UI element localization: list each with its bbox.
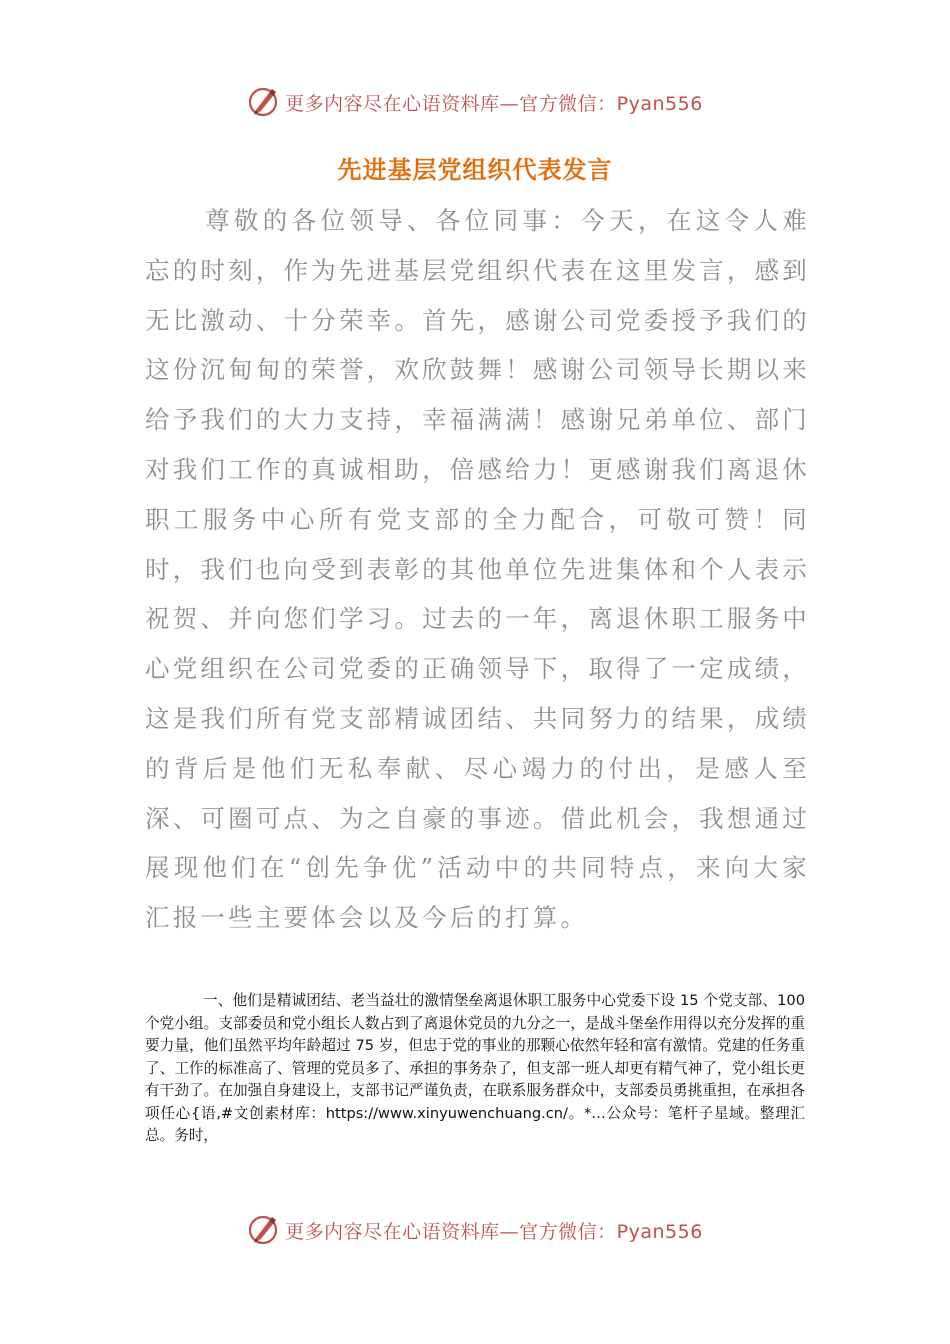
section-1-paragraph: 一、他们是精诚团结、老当益壮的激情堡垒离退休职工服务中心党委下设 15 个党支部、100 个党小组。支部委员和党小组长人数占到了离退休党员的九分之一，是战斗堡垒作用得以充分发挥的重要力量，他们虽然平均年龄超过 75 岁，但忠于党的事业的那颗心依然年轻和富有激情。党建的任务重了、工作的标准高了、管理的党员多了、承担的事务杂了，但支部一班人却更有精气神了，党小组长更有干劲了。在加强自身建设上，支部书记严谨负责，在联系服务群众中，支部委员勇挑重担，在承担各项任心{语,#文创素材库：https://www.xinyuwenchuang.cn/。*…公众号：笔杆子星域。整理汇总。务时， [145,992,805,1144]
footer-banner [0,1210,950,1250]
intro-paragraph: 尊敬的各位领导、各位同事：今天，在这令人难忘的时刻，作为先进基层党组织代表在这里发言，感到无比激动、十分荣幸。首先，感谢公司党委授予我们的这份沉甸甸的荣誉，欢欣鼓舞！感谢公司领导长期以来给予我们的大力支持，幸福满满！感谢兄弟单位、部门对我们工作的真诚相助，倍感给力！更感谢我们离退休职工服务中心所有党支部的全力配合，可敬可赞！同时，我们也向受到表彰的其他单位先进集体和个人表示祝贺、并向您们学习。过去的一年，离退休职工服务中心党组织在公司党委的正确领导下，取得了一定成绩，这是我们所有党支部精诚团结、共同努力的结果，成绩的背后是他们无私奉献、尽心竭力的付出，是感人至深、可圈可点、为之自豪的事迹。借此机会，我想通过展现他们在“创先争优”活动中的共同特点，来向大家汇报一些主要体会以及今后的打算。 [145,206,810,933]
header-banner [0,82,950,122]
document-title: 先进基层党组织代表发言 [337,156,613,184]
banner-text [285,89,703,116]
banner-label: 更多内容尽在心语资料库—官方微信： [285,1220,617,1243]
wechat-id: Pyan556 [616,1220,703,1243]
banner-label: 更多内容尽在心语资料库—官方微信： [285,92,617,115]
pen-logo-icon [247,85,281,119]
wechat-id: Pyan556 [616,92,703,115]
banner-text [285,1217,703,1244]
pen-logo-icon [247,1213,281,1247]
